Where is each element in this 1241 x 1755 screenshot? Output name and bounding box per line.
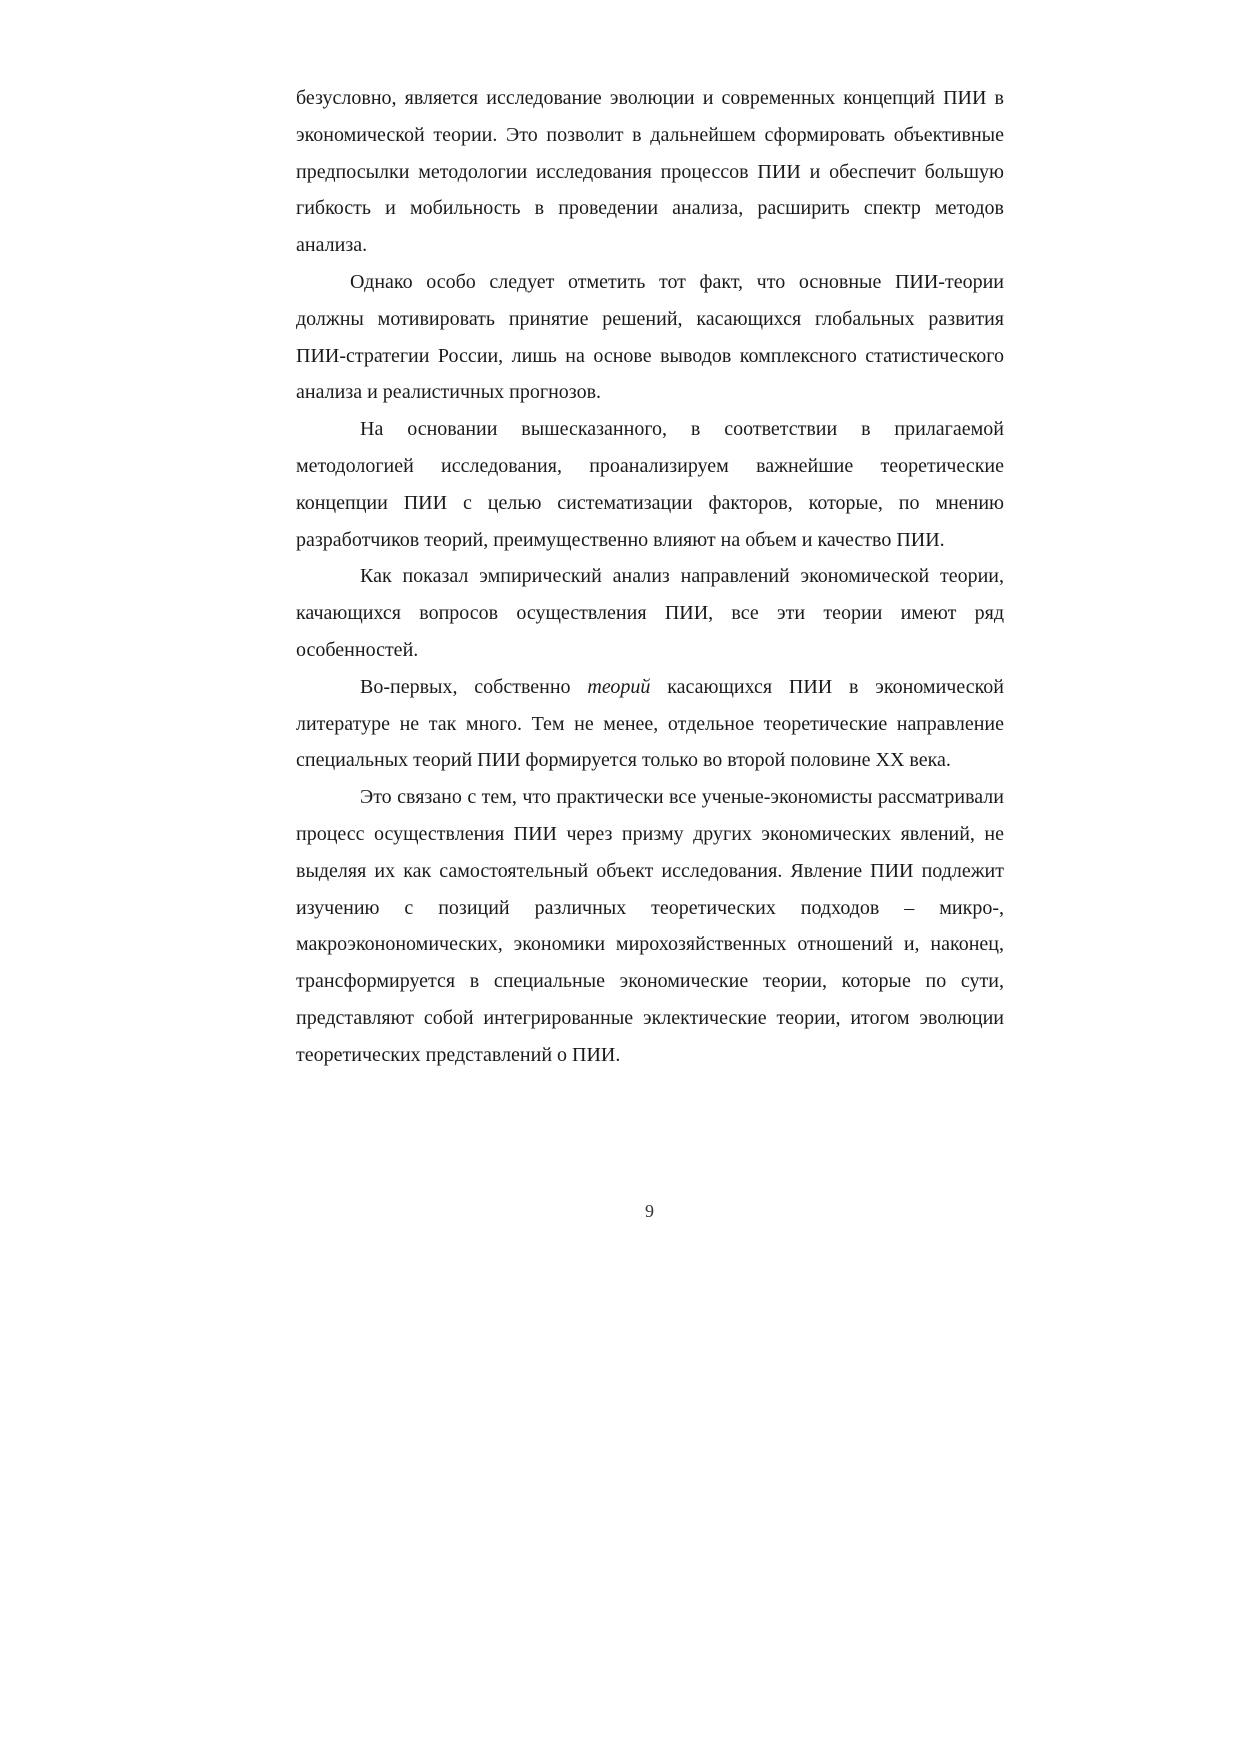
body-text xyxy=(296,80,1004,1074)
paragraph-5-end: касающихся ПИИ в экономической литературе не так много. Тем не менее, отдельное теоретические направление специальных теорий ПИИ формируется только во второй половине XX века. xyxy=(296,675,1004,772)
paragraph-4: Как показал эмпирический анализ направлений экономической теории, качающихся вопросов осуществления ПИИ, все эти теории имеют ряд особенностей. xyxy=(296,565,1004,661)
paragraph-5-emphasis: теорий xyxy=(587,675,651,698)
paragraph-2: Однако особо следует отметить тот факт, что основные ПИИ-теории должны мотивировать принятие решений, касающихся глобальных развития ПИИ-стратегии России, лишь на основе выводов комплексного статистического анализа и реалистичных прогнозов. xyxy=(296,270,1004,404)
paragraph-5 xyxy=(296,669,1004,779)
paragraph-5-start: Во-первых, собственно xyxy=(360,675,588,698)
paragraph-3: На основании вышесказанного, в соответствии в прилагаемой методологией исследования, проанализируем важнейшие теоретические концепции ПИИ с целью систематизации факторов, которые, по мнению разработчиков теорий, преимущественно влияют на объем и качество ПИИ. xyxy=(296,418,1004,551)
paragraph-1: безусловно, является исследование эволюции и современных концепций ПИИ в экономической теории. Это позволит в дальнейшем сформировать объективные предпосылки методологии исследования процессов ПИИ и обеспечит большую гибкость и мобильность в проведении анализа, расширить спектр методов анализа. xyxy=(296,87,1004,257)
paragraph-6: Это связано с тем, что практически все ученые-экономисты рассматривали процесс осуществления ПИИ через призму других экономических явлений, не выделяя их как самостоятельный объект исследования. Явление ПИИ подлежит изучению с позиций различных теоретических подходов – микро-, макроэконономических, экономики мирохозяйственных отношений и, наконец, трансформируется в специальные экономические теории, которые по сути, представляют собой интегрированные эклектические теории, итогом эволюции теоретических представлений о ПИИ. xyxy=(296,786,1004,1066)
page-number: 9 xyxy=(645,1201,654,1221)
